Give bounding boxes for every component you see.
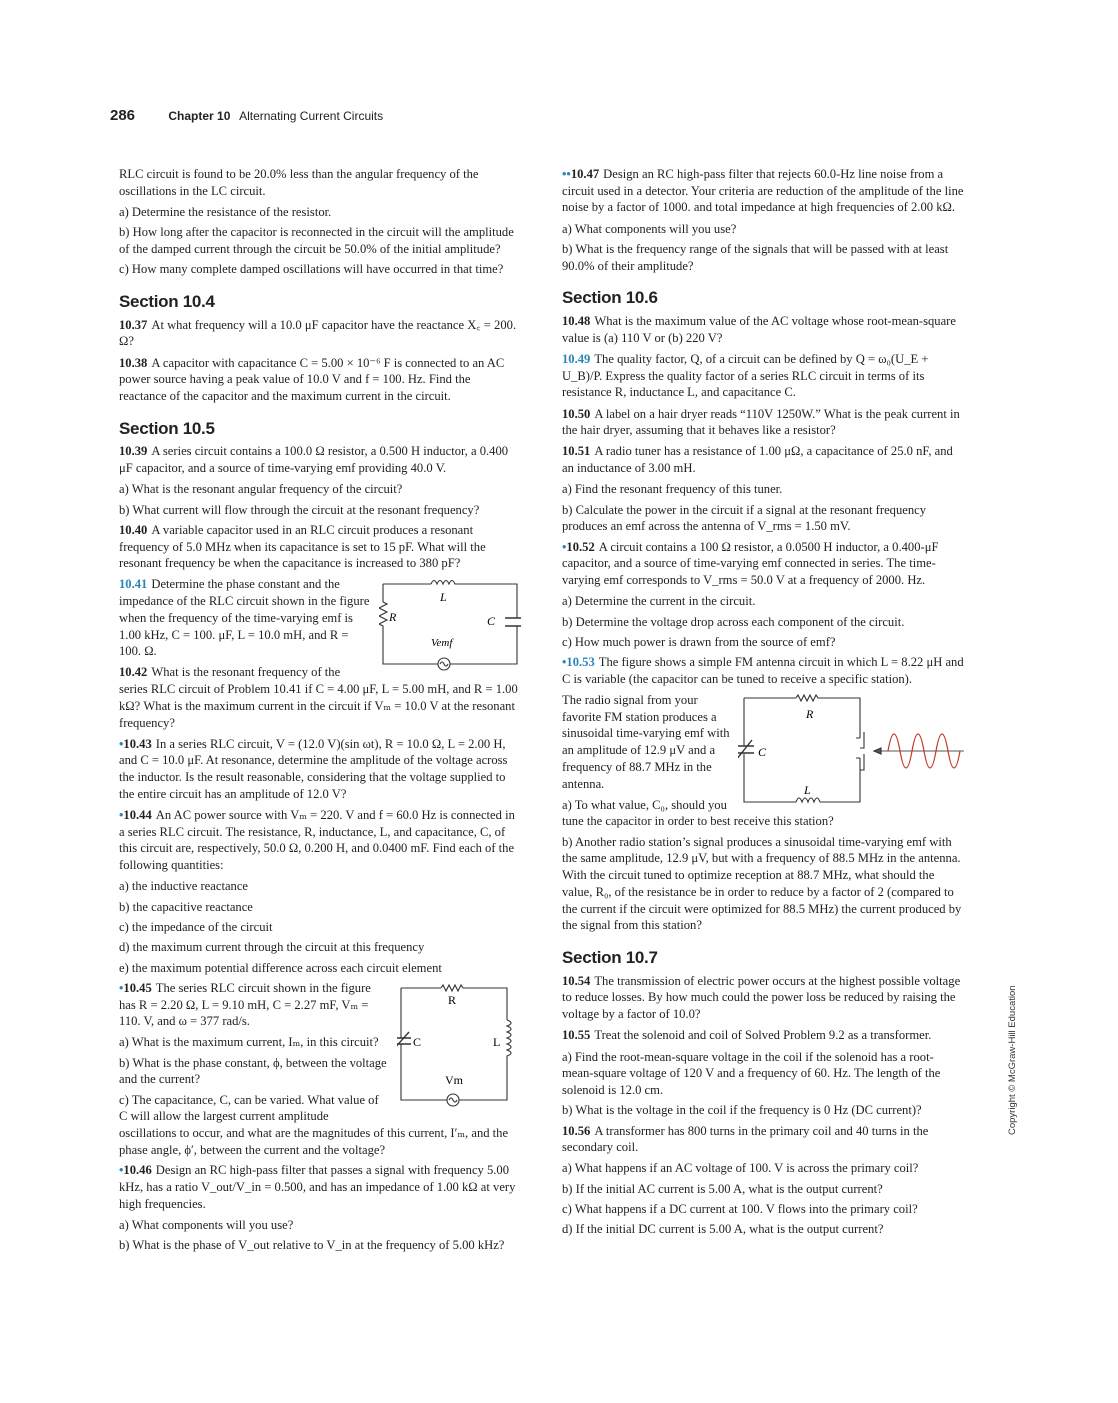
text: b) What is the phase of V_out relative to V_in at the frequency of 5.00 kHz? [119,1238,505,1253]
problem-text: A variable capacitor used in an RLC circuit produces a resonant frequency of 5.0 MHz when its capacitance is set to 15 pF. What will the resonant frequency be when the capacitance is increased to 380 pF? [119,522,486,571]
body-text [119,166,521,199]
difficulty-bullet: • [562,539,567,554]
problem-number: 10.52 [566,539,595,554]
problem-text: A transformer has 800 turns in the primary coil and 40 turns in the secondary coil. [562,1123,929,1155]
problem-part [562,834,964,934]
running-header [110,107,383,124]
problem-10-50 [562,406,964,439]
problem-part [562,481,964,498]
variable-capacitor-icon [738,740,754,760]
variable-capacitor-icon [397,1032,411,1050]
difficulty-bullet: •• [562,167,571,181]
problem-number: 10.37 [119,317,148,332]
text: c) What happens if a DC current at 100. V flows into the primary coil? [562,1202,918,1216]
problem-10-44 [119,807,521,874]
problem-number: 10.56 [562,1123,591,1138]
problem-part [119,878,521,895]
text: a) What happens if an AC voltage of 100. V is across the primary coil? [562,1161,919,1176]
inductor-icon [507,1020,511,1058]
problem-part [562,1049,964,1099]
inductor-icon [431,581,457,585]
problem-part [119,1237,521,1254]
text: e) the maximum potential difference across each circuit element [119,960,442,975]
problem-text: A radio tuner has a resistance of 1.00 μΩ, a capacitance of 25.0 nF, and an inductance of 3.00 mH. [562,444,953,476]
problem-text: A series circuit contains a 100.0 Ω resistor, a 0.500 H inductor, a 0.400 μF capacitor, and a source of time-varying emf providing 40.0 V. [119,444,509,476]
problem-part [562,1102,964,1119]
section-heading: Section 10.4 [119,291,215,311]
problem-part [119,899,521,916]
text: a) What is the maximum current, Iₘ, in this circuit? [119,1035,379,1050]
text: a) Find the root-mean-square voltage in the coil if the solenoid has a root-mean-square voltage of 120 V and a frequency of 60. Hz. The length of the solenoid is 12.0 cm. [562,1049,941,1097]
problem-number: 10.44 [123,808,152,823]
problem-10-49 [562,351,964,401]
section-heading: Section 10.7 [562,947,658,967]
rlc-circuit-figure-10-45 [397,980,521,1108]
problem-part [562,1181,964,1198]
text: a) What components will you use? [119,1217,294,1232]
problem-number: 10.47 [570,167,600,181]
label-C: C [758,745,767,760]
problem-part [119,939,521,956]
body-text [562,692,964,798]
difficulty-bullet: • [119,980,124,995]
difficulty-bullet: • [119,1163,124,1178]
text: a) the inductive reactance [119,879,249,894]
problem-number: 10.48 [562,314,591,329]
text: d) If the initial DC current is 5.00 A, what is the output current? [562,1222,884,1237]
problem-part [562,1221,964,1238]
problem-text: A circuit contains a 100 Ω resistor, a 0.0500 H inductor, a 0.400-μF capacitor, and a source of time-varying emf connected in series. The time-varying emf corresponds to V_rms = 50.0 V at a frequency of 2000. Hz. [562,539,939,588]
problem-number: 10.41 [119,577,148,592]
label-R: R [806,707,814,722]
text: a) What is the resonant angular frequency of the circuit? [119,482,403,497]
problem-text: Design an RC high-pass filter that passes a signal with frequency 5.00 kHz, has a ratio V_out/V_in = 0.500, and has an impedance of 1.00 kΩ at very high frequencies. [119,1163,516,1211]
text: c) The capacitance, C, can be varied. What value of C will allow the largest current amplitude oscillations to occur, and what are the magnitudes of this current, I′ₘ, and the phase angle, ϕ′, between the current and the voltage? [119,1092,509,1157]
chapter-label: Chapter 10 [168,109,231,123]
text: b) Another radio station’s signal produces a sinusoidal time-varying emf with the same amplitude, 12.9 μV, but with a frequency of 88.5 MHz in the antenna. With the circuit tuned to optimize reception at 88.7 MHz, what should the value, R₀, of the resistance be in order to reduce by a factor of 2 (compared to the current if the circuit were optimized for 88.5 MHz) the current produced by the signal from this station? [562,834,962,933]
label-L: L [440,590,447,605]
problem-part [562,634,964,651]
problem-10-54 [562,973,964,1023]
problem-part [562,241,964,274]
problem-text: What is the resonant frequency of the series RLC circuit of Problem 10.41 if C = 4.00 μF, L = 5.00 mH, and R = 1.00 kΩ? What is the maximum current in the circuit if Vₘ = 10.0 V at the resonant frequency? [119,665,518,730]
problem-text: At what frequency will a 10.0 μF capacitor have the reactance X꜀ = 200. Ω? [119,317,517,349]
problem-part [119,919,521,936]
text: b) If the initial AC current is 5.00 A, what is the output current? [562,1181,883,1196]
copyright-notice: Copyright © McGraw-Hill Education [1007,985,1018,1135]
page-number: 286 [110,107,136,124]
problem-number: 10.38 [119,355,148,370]
problem-number: 10.46 [123,1163,152,1178]
problem-10-51 [562,443,964,476]
fm-antenna-circuit-figure [738,692,964,810]
text: RLC circuit is found to be 20.0% less than the angular frequency of the oscillations in the LC circuit. [119,167,479,198]
section-heading: Section 10.5 [119,418,215,438]
left-column [119,166,521,1257]
problem-10-53 [562,654,964,687]
problem-part [119,204,521,221]
label-Vemf: Vemf [431,637,453,650]
text: b) Determine the voltage drop across each component of the circuit. [562,614,905,629]
problem-10-55 [562,1027,964,1044]
problem-10-43 [119,736,521,803]
resistor-icon [441,985,465,991]
text: c) How many complete damped oscillations will have occurred in that time? [119,262,504,277]
text: a) Determine the current in the circuit. [562,594,756,609]
problem-part [562,593,964,610]
problem-part [562,1160,964,1177]
problem-part [119,1217,521,1234]
text: b) What is the phase constant, ϕ, between the voltage and the current? [119,1055,387,1087]
problem-number: 10.51 [562,444,591,459]
capacitor-icon [505,618,521,626]
problem-10-40 [119,522,521,572]
problem-text: Design an RC high-pass filter that rejects 60.0-Hz line noise from a circuit used in a detector. Your criteria are reduction of the amplitude of the line noise by a factor of 1000. and total impedance at high frequencies of 2.00 kΩ. [562,167,964,215]
problem-text: The series RLC circuit shown in the figure has R = 2.20 Ω, L = 9.10 mH, C = 2.27 mF, Vₘ = 110. V, and ω = 377 rad/s. [119,980,371,1029]
problem-number: 10.40 [119,522,148,537]
problem-10-52 [562,539,964,589]
problem-text: A capacitor with capacitance C = 5.00 × 10⁻⁶ F is connected to an AC power source having a peak value of 10.0 V and f = 100. Hz. Find the reactance of the capacitor and the maximum current in the circuit. [119,355,505,403]
text: d) the maximum current through the circuit at this frequency [119,940,425,955]
text: c) How much power is drawn from the source of emf? [562,634,836,649]
label-C: C [413,1034,422,1049]
problem-10-42 [119,664,521,731]
problem-text: A label on a hair dryer reads “110V 1250W.” What is the peak current in the hair dryer, assuming that it behaves like a resistor? [562,406,960,438]
problem-number: 10.55 [562,1028,591,1043]
problem-number: 10.54 [562,973,591,988]
label-Vm: Vm [445,1072,463,1087]
problem-text: What is the maximum value of the AC voltage whose root-mean-square value is (a) 110 V or (b) 220 V? [562,314,956,345]
problem-number: 10.43 [123,736,152,751]
difficulty-bullet: • [119,736,124,751]
problem-number: 10.49 [562,351,591,366]
problem-10-46 [119,1162,521,1212]
problem-part [562,502,964,535]
problem-text: The figure shows a simple FM antenna circuit in which L = 8.22 μH and C is variable (the capacitor can be tuned to receive a specific station). [562,655,964,686]
label-R: R [448,992,457,1007]
label-R: R [389,610,397,625]
label-L: L [493,1034,501,1049]
problem-10-56 [562,1123,964,1156]
text: b) Calculate the power in the circuit if a signal at the resonant frequency produces an emf across the antenna of V_rms = 1.50 mV. [562,502,927,534]
problem-text: An AC power source with Vₘ = 220. V and f = 60.0 Hz is connected in a series RLC circuit. The resistance, R, inductance, L, and capacitance, C, of this circuit are, respectively, 50.0 Ω, 0.200 H, and 0.0400 mF. Find each of the following quantities: [119,808,515,873]
text: b) the capacitive reactance [119,899,253,914]
right-column [562,166,964,1242]
problem-number: 10.53 [566,655,595,670]
text: b) How long after the capacitor is reconnected in the circuit will the amplitude of the damped current through the circuit be 50.0% of the initial amplitude? [119,225,514,256]
label-L: L [804,783,811,798]
problem-text: Determine the phase constant and the impedance of the RLC circuit shown in the figure when the frequency of the time-varying emf is 1.00 kHz, C = 100. μF, L = 10.0 mH, and R = 100. Ω. [119,577,370,659]
problem-10-39 [119,443,521,476]
problem-number: 10.39 [119,444,148,459]
text: b) What is the frequency range of the signals that will be passed with at least 90.0% of their amplitude? [562,241,949,273]
chapter-title: Alternating Current Circuits [239,109,384,123]
problem-10-48 [562,313,964,346]
problem-part [119,224,521,257]
rlc-circuit-figure-10-41 [379,576,521,672]
text: a) What components will you use? [562,221,737,236]
problem-10-37 [119,317,521,350]
problem-part [119,261,521,278]
problem-part [562,614,964,631]
text: a) To what value, C₀, should you tune the capacitor in order to best receive this station? [562,797,834,829]
problem-10-47 [562,166,964,216]
problem-number: 10.50 [562,406,591,421]
text: b) What current will flow through the circuit at the resonant frequency? [119,502,480,517]
text: b) What is the voltage in the coil if the frequency is 0 Hz (DC current)? [562,1103,922,1118]
resistor-icon [379,602,387,632]
problem-part [562,1201,964,1218]
problem-part [119,960,521,977]
text: a) Determine the resistance of the resistor. [119,204,332,219]
text: a) Find the resonant frequency of this tuner. [562,482,783,497]
label-C: C [487,614,496,629]
problem-text: The quality factor, Q, of a circuit can be defined by Q = ω₀(U_E + U_B)/P. Express the quality factor of a series RLC circuit in terms of its resistance R, inductance L, and capacitance C. [562,351,929,400]
problem-text: In a series RLC circuit, V = (12.0 V)(sin ωt), R = 10.0 Ω, L = 2.00 H, and C = 10.0 μF. At resonance, determine the amplitude of the voltage across the inductor. Is the result reasonable, considering that the voltage supplied to the entire circuit has an amplitude of 12.0 V? [119,736,508,801]
difficulty-bullet: • [562,655,567,670]
text: c) the impedance of the circuit [119,919,273,934]
resistor-icon [796,695,820,701]
problem-part [119,502,521,519]
problem-text: Treat the solenoid and coil of Solved Problem 9.2 as a transformer. [594,1028,932,1043]
problem-part [119,481,521,498]
inductor-icon [796,798,820,802]
problem-10-38 [119,355,521,405]
problem-10-41 [119,576,521,660]
problem-number: 10.45 [123,980,152,995]
problem-part [562,221,964,238]
difficulty-bullet: • [119,808,124,823]
text: The radio signal from your favorite FM station produces a sinusoidal time-varying emf with an amplitude of 12.9 μV and a frequency of 88.7 MHz in the antenna. [562,693,730,791]
section-heading: Section 10.6 [562,288,658,308]
problem-text: The transmission of electric power occurs at the highest possible voltage to reduce losses. By how much could the power loss be reduced by raising the voltage by a factor of 10.0? [562,973,961,1022]
problem-number: 10.42 [119,665,148,680]
